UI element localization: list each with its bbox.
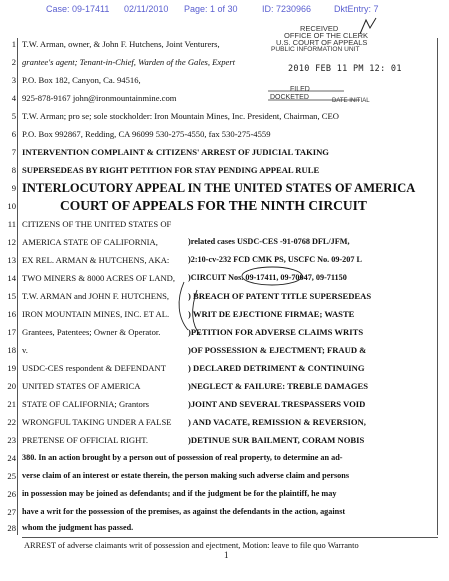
line-number: 15 xyxy=(7,291,16,301)
statute-paragraph-line: have a writ for the possession of the premises, as against the defendants in the action, against xyxy=(22,507,346,516)
stamp-clerk: OFFICE OF THE CLERK xyxy=(284,31,369,40)
line-number: 4 xyxy=(11,93,16,103)
party-line: UNITED STATES OF AMERICA xyxy=(22,381,141,391)
party-line: WRONGFUL TAKING UNDER A FALSE xyxy=(22,417,172,427)
page-number: 1 xyxy=(224,550,229,560)
statute-paragraph-line: whom the judgment has passed. xyxy=(22,523,134,532)
case-caption-right: )related cases USDC-CES -91-0768 DFL/JFM, xyxy=(188,237,350,246)
line-number: 20 xyxy=(7,381,16,391)
line-number: 1 xyxy=(11,39,16,49)
party-line: Grantees, Patentees; Owner & Operator. xyxy=(22,327,161,337)
line-number: 10 xyxy=(7,201,16,211)
line-number: 11 xyxy=(7,219,16,229)
party-line: TWO MINERS & 8000 ACRES OF LAND, xyxy=(22,273,176,283)
party-line: T.W. ARMAN and JOHN F. HUTCHENS, xyxy=(22,291,170,301)
stamp-docketed: DOCKETED xyxy=(270,94,309,101)
party-line: STATE OF CALIFORNIA; Grantors xyxy=(22,399,150,409)
case-caption-right: )JOINT AND SEVERAL TRESPASSERS VOID xyxy=(188,399,366,409)
line-number: 9 xyxy=(11,183,16,193)
statute-paragraph-line: 380. In an action brought by a person out of possession of real property, to determine an ad- xyxy=(22,453,343,462)
stamp-date-initial: DATE INITIAL xyxy=(332,98,370,104)
header-case: Case: 09-17411 xyxy=(46,4,110,14)
case-caption-right: )NEGLECT & FAILURE: TREBLE DAMAGES xyxy=(188,381,369,391)
line-number: 6 xyxy=(11,129,16,139)
line-number: 2 xyxy=(11,57,16,67)
case-caption-right: ) AND VACATE, REMISSION & REVERSION, xyxy=(188,417,366,427)
document-title-line: SUPERSEDEAS BY RIGHT PETITION FOR STAY PENDING APPEAL RULE xyxy=(22,165,320,175)
party-line: AMERICA STATE OF CALIFORNIA, xyxy=(22,237,158,247)
party-line: v. xyxy=(22,345,28,355)
header-dkt: DktEntry: 7 xyxy=(334,4,379,14)
case-caption-right: ) WRIT DE EJECTIONE FIRMAE; WASTE xyxy=(188,309,355,319)
line-number: 23 xyxy=(7,435,16,445)
document-title-line: INTERLOCUTORY APPEAL IN THE UNITED STATES OF AMERICA xyxy=(22,181,416,195)
line-number: 17 xyxy=(7,327,16,337)
line-number: 24 xyxy=(7,453,16,463)
case-caption-right: )CIRCUIT Nos. 09-17411, 09-70047, 09-71150 xyxy=(188,273,347,282)
handwritten-bracket xyxy=(179,282,188,330)
footer-text: ARREST of adverse claimants writ of possession and ejectment, Motion: leave to file quo Warranto xyxy=(24,541,359,550)
stamp-unit: PUBLIC INFORMATION UNIT xyxy=(271,46,360,53)
caption-line: P.O. Box 992867, Redding, CA 96099 530-275-4550, fax 530-275-4559 xyxy=(22,129,271,139)
statute-paragraph-line: in possession may be joined as defendants; and if the judgment be for the plaintiff, he may xyxy=(22,489,337,498)
document-title-line: INTERVENTION COMPLAINT & CITIZENS' ARREST OF JUDICIAL TAKING xyxy=(22,147,329,157)
case-caption-right: )DETINUE SUR BAILMENT, CORAM NOBIS xyxy=(188,435,365,445)
party-line: IRON MOUNTAIN MINES, INC. ET AL. xyxy=(22,309,170,319)
court-name: COURT OF APPEALS FOR THE NINTH CIRCUIT xyxy=(60,198,367,213)
line-number: 28 xyxy=(7,523,16,533)
line-number: 5 xyxy=(11,111,16,121)
line-number: 8 xyxy=(11,165,16,175)
case-caption-right: )PETITION FOR ADVERSE CLAIMS WRITS xyxy=(188,327,364,337)
line-number: 21 xyxy=(7,399,16,409)
party-line: EX REL. ARMAN & HUTCHENS, AKA: xyxy=(22,255,170,265)
header-id: ID: 7230966 xyxy=(262,4,312,14)
caption-line: P.O. Box 182, Canyon, Ca. 94516, xyxy=(22,75,141,85)
line-number: 7 xyxy=(11,147,16,157)
party-line: PRETENSE OF OFFICIAL RIGHT. xyxy=(22,435,149,445)
handwritten-bracket xyxy=(193,290,200,335)
case-caption-right: ) DECLARED DETRIMENT & CONTINUING xyxy=(188,363,365,373)
header-page: Page: 1 of 30 xyxy=(184,4,238,14)
statute-paragraph-line: verse claim of an interest or estate therein, the person making such adverse claim and persons xyxy=(22,471,350,480)
stamp-date: 2010 FEB 11 PM 12: 01 xyxy=(288,64,402,74)
line-number: 13 xyxy=(7,255,16,265)
line-number: 14 xyxy=(7,273,16,283)
case-caption-right: ) BREACH OF PATENT TITLE SUPERSEDEAS xyxy=(188,291,372,301)
line-number: 22 xyxy=(7,417,16,427)
line-number: 19 xyxy=(7,363,16,373)
caption-line: T.W. Arman; pro se; sole stockholder: Iron Mountain Mines, Inc. President, Chairman, CEO xyxy=(22,111,339,121)
handwritten-initials xyxy=(360,18,376,34)
stamp-court: U.S. COURT OF APPEALS xyxy=(276,38,368,47)
stamp-received: RECEIVED xyxy=(300,24,339,33)
line-number: 16 xyxy=(7,309,16,319)
caption-line: CITIZENS OF THE UNITED STATES OF xyxy=(22,219,172,229)
line-number: 25 xyxy=(7,471,16,481)
line-number: 18 xyxy=(7,345,16,355)
line-number: 12 xyxy=(7,237,16,247)
line-number: 26 xyxy=(7,489,16,499)
caption-line: 925-878-9167 john@ironmountainmine.com xyxy=(22,93,177,103)
stamp-filed: FILED xyxy=(290,86,310,93)
header-date: 02/11/2010 xyxy=(124,4,169,14)
handwritten-circle xyxy=(242,267,302,285)
line-number: 27 xyxy=(7,507,16,517)
party-line: USDC-CES respondent & DEFENDANT xyxy=(22,363,166,373)
case-caption-right: )2:10-cv-232 FCD CMK PS, USCFC No. 09-207 L xyxy=(188,255,362,264)
line-number: 3 xyxy=(11,75,16,85)
case-caption-right: )OF POSSESSION & EJECTMENT; FRAUD & xyxy=(188,345,367,355)
caption-line: T.W. Arman, owner, & John F. Hutchens, Joint Venturers, xyxy=(22,39,220,49)
caption-line: grantee's agent; Tenant-in-Chief, Warden of the Gales, Expert xyxy=(22,57,236,67)
